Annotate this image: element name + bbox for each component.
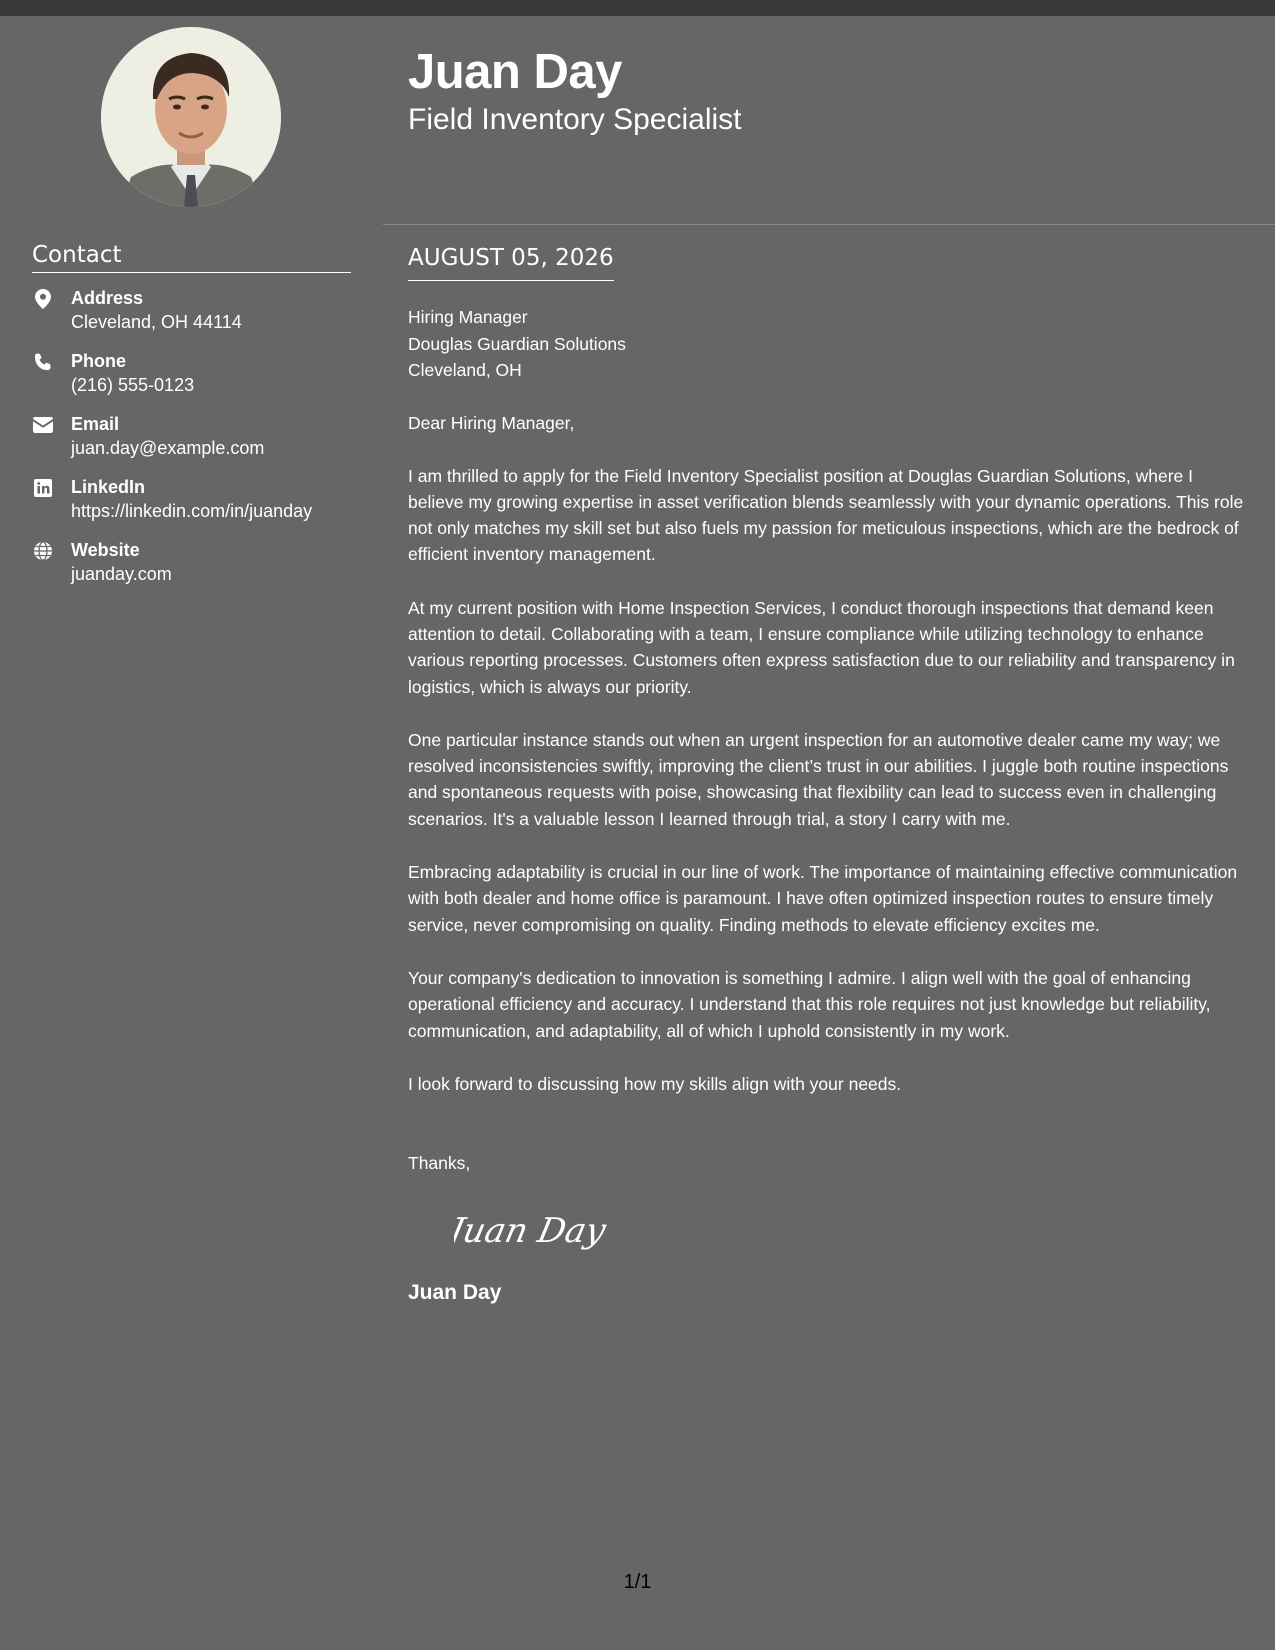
letter-date: AUGUST 05, 2026	[408, 244, 614, 281]
signature-image	[454, 1202, 1253, 1262]
closing: Thanks,	[408, 1153, 471, 1174]
contact-item-email	[32, 412, 362, 475]
contact-list	[32, 286, 362, 601]
contact-heading: Contact	[32, 242, 351, 273]
letter-paragraph: Embracing adaptability is crucial in our line of work. The importance of maintaining effective communication with both dealer and home office is paramount. I have often optimized inspection routes to ensure timely service, never compromising on quality. Finding methods to elevate efficiency excites me.	[408, 862, 1238, 935]
salutation: Dear Hiring Manager,	[408, 412, 575, 433]
recipient-line: Cleveland, OH	[408, 360, 522, 380]
recipient-block	[408, 304, 1253, 384]
contact-item-linkedin	[32, 475, 362, 538]
letter-paragraph: I am thrilled to apply for the Field Inventory Specialist position at Douglas Guardian Solutions, where I believe my growing expertise in asset verification blends seamlessly with your dynamic operations. This role not only matches my skill set but also fuels my passion for meticulous inspections, which are the bedrock of efficient inventory management.	[408, 465, 1244, 565]
recipient-line: Douglas Guardian Solutions	[408, 333, 626, 354]
contact-label: Email	[71, 414, 120, 434]
letter-paragraph: Your company's dedication to innovation is something I admire. I align well with the goal of enhancing operational efficiency and accuracy. I understand that this role requires not just knowledge but reliability, communication, and adaptability, all of which I uphold consistently in my work.	[408, 967, 1211, 1041]
globe-icon	[32, 540, 54, 562]
letter-paragraph: One particular instance stands out when an urgent inspection for an automotive dealer came my way; we resolved inconsistencies swiftly, improving the client’s trust in our abilities. I juggle both routine inspections and spontaneous requests with poise, showcasing that flexibility can lead to success even in challenging scenarios. It's a valuable lesson I learned through trial, a story I carry with me.	[408, 729, 1229, 829]
location-pin-icon	[32, 288, 54, 310]
envelope-icon	[32, 414, 54, 436]
letter-paragraph: I look forward to discussing how my skills align with your needs.	[408, 1073, 902, 1094]
contact-value: Cleveland, OH 44114	[71, 312, 242, 332]
contact-item-website	[32, 538, 362, 601]
recipient-line: Hiring Manager	[408, 307, 528, 327]
phone-icon	[32, 351, 54, 373]
contact-label: Website	[71, 540, 140, 560]
top-bar	[0, 0, 1275, 16]
sidebar	[0, 16, 383, 1650]
job-title: Field Inventory Specialist	[408, 103, 742, 136]
contact-label: LinkedIn	[71, 477, 146, 497]
linkedin-icon	[32, 477, 54, 499]
contact-value: (216) 555-0123	[71, 375, 195, 395]
letter-body	[408, 244, 1253, 1306]
linkedin-link[interactable]: https://linkedin.com/in/juanday	[71, 501, 313, 521]
header-divider	[383, 224, 1275, 225]
page-number: 1/1	[623, 1571, 652, 1593]
contact-value: juan.day@example.com	[71, 438, 265, 458]
avatar	[101, 27, 281, 207]
signature-text: Juan Day	[454, 1211, 610, 1252]
letter-paragraph: At my current position with Home Inspection Services, I conduct thorough inspections that demand keen attention to detail. Collaborating with a team, I ensure compliance while utilizing technology to enhance various reporting processes. Customers often express satisfaction due to our reliability and transparency in logistics, which is always our priority.	[408, 597, 1235, 697]
candidate-name: Juan Day	[408, 45, 622, 99]
website-link[interactable]: juanday.com	[71, 564, 172, 584]
contact-label: Address	[71, 288, 144, 308]
contact-item-address	[32, 286, 362, 349]
contact-label: Phone	[71, 351, 127, 371]
contact-item-phone	[32, 349, 362, 412]
signer-name: Juan Day	[408, 1281, 502, 1305]
